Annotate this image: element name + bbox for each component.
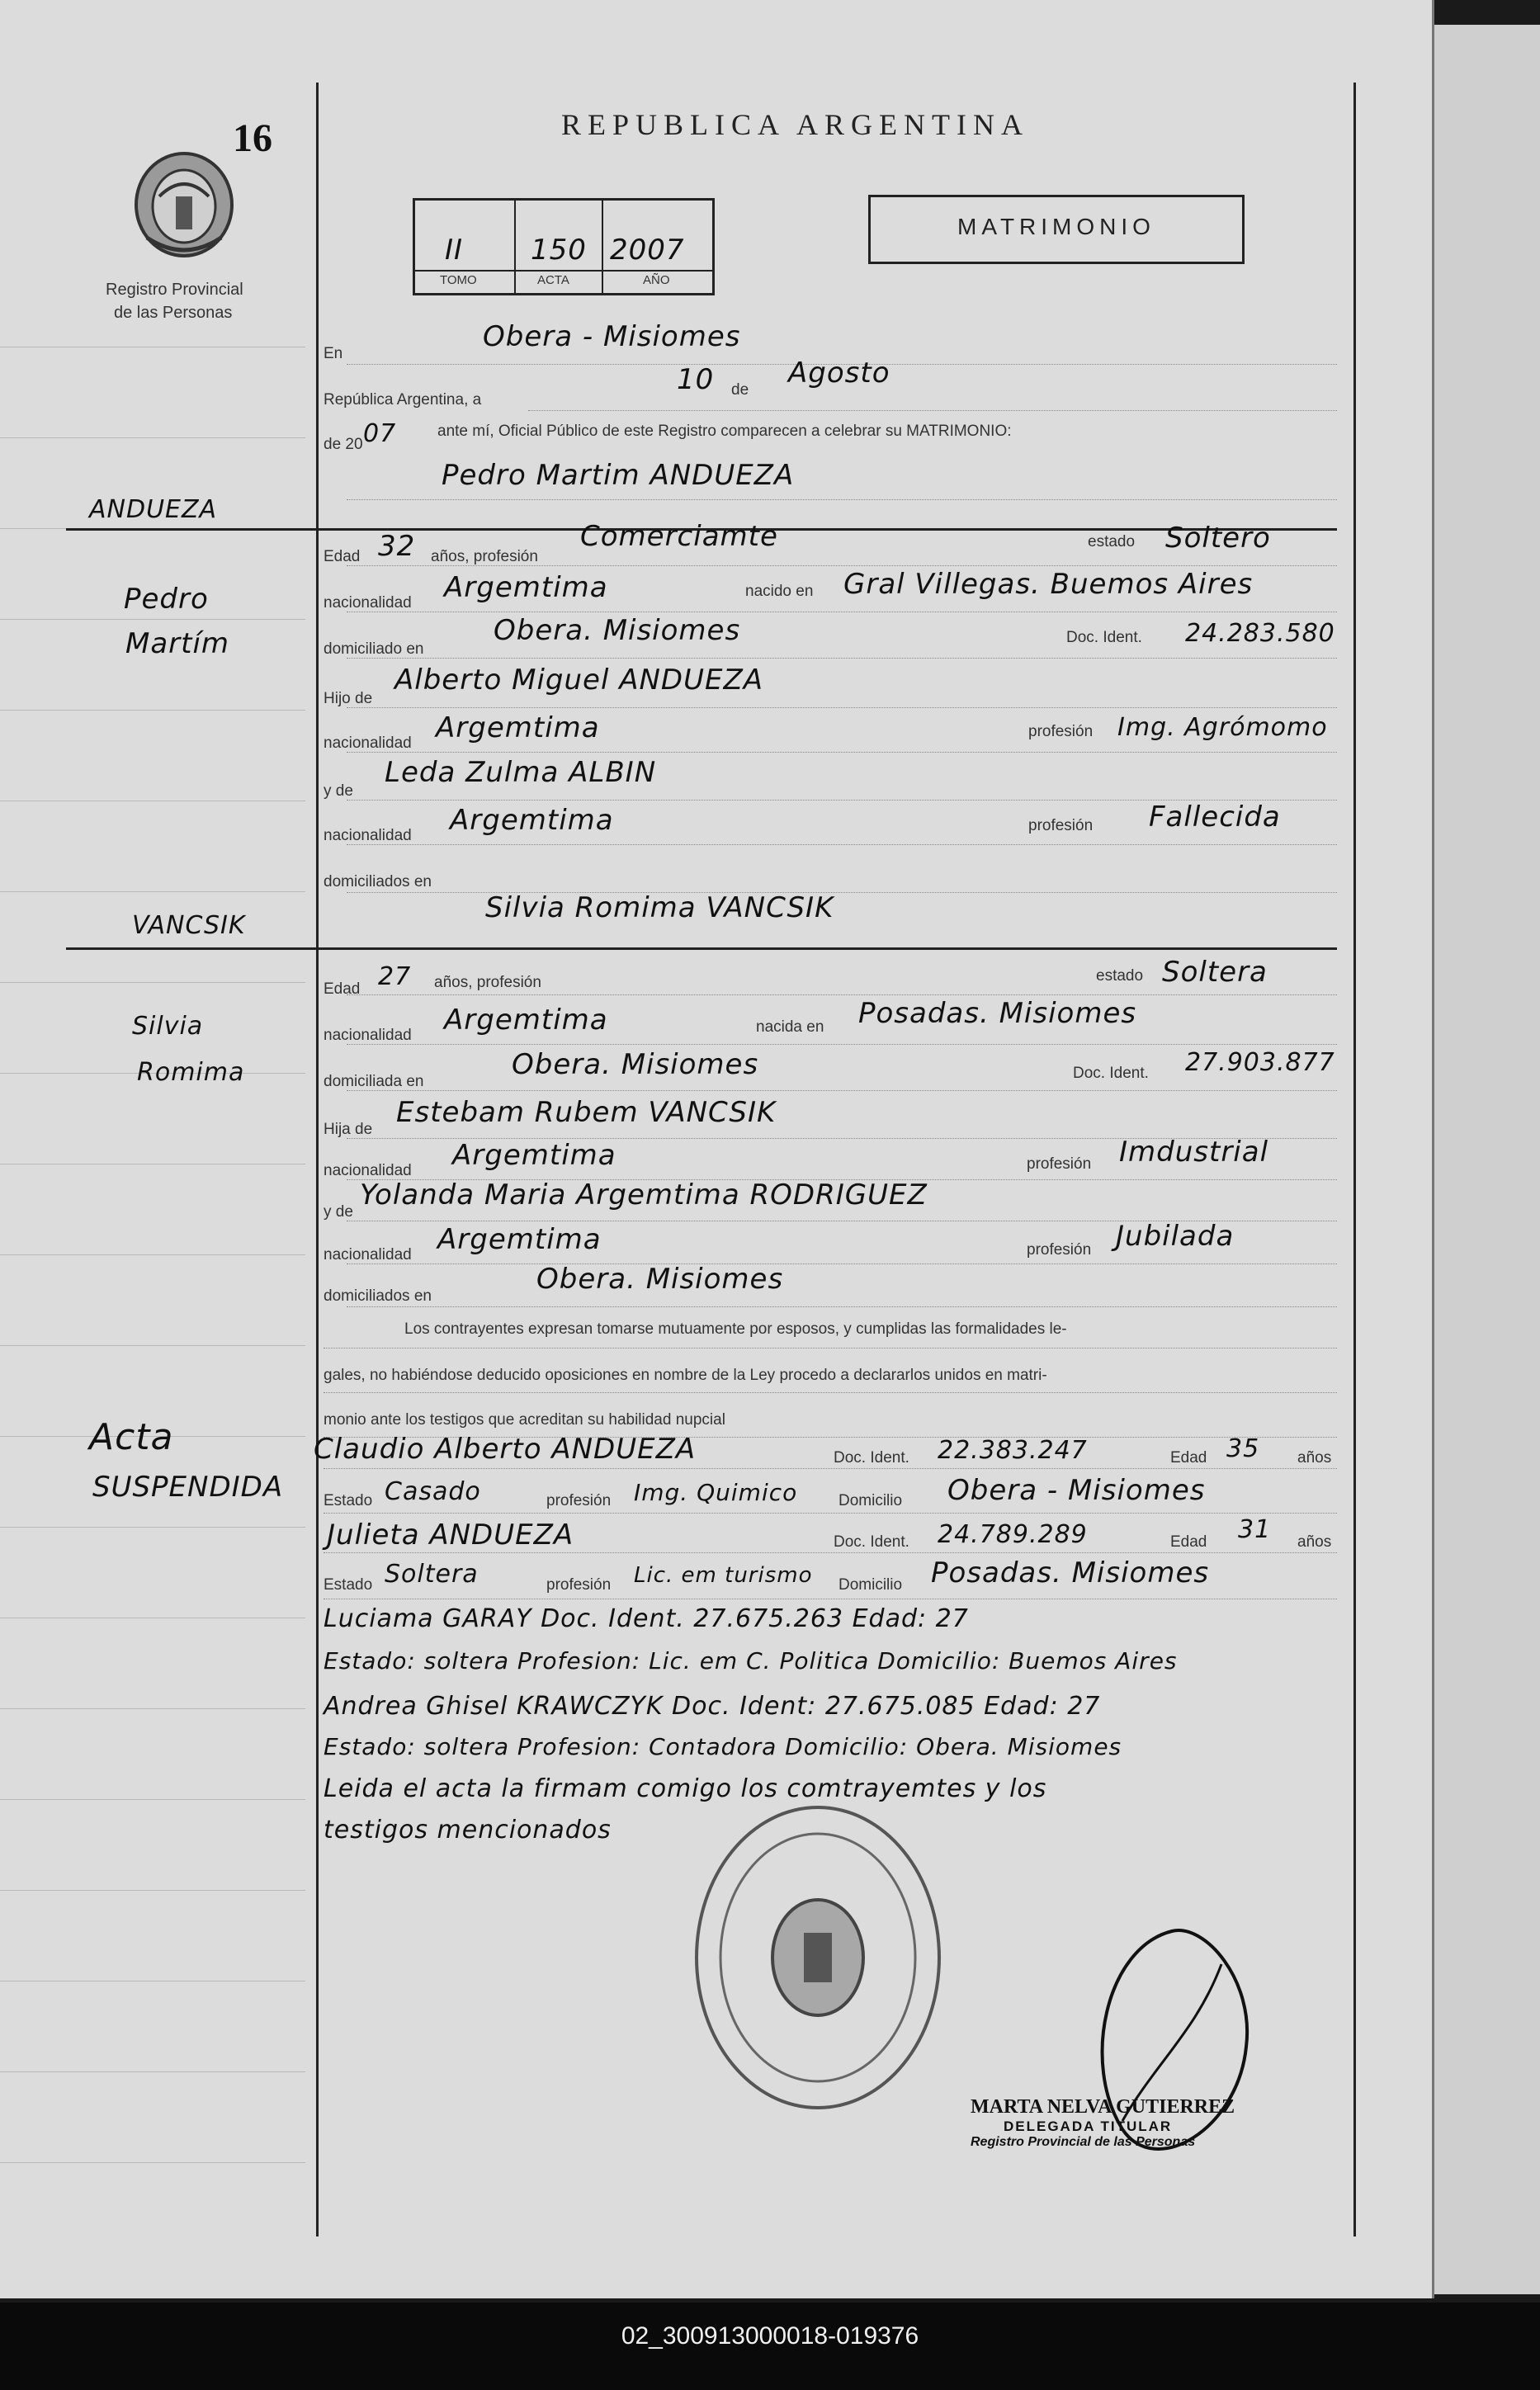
bride-mother-prof: Jubilada	[1116, 1220, 1235, 1253]
rule	[347, 611, 1337, 612]
record-type-box	[868, 195, 1245, 264]
bride-estado: Soltera	[1162, 956, 1268, 989]
groom-anos-profesion-label: años, profesión	[431, 548, 538, 565]
groom-y-de-label: y de	[324, 782, 353, 800]
margin-bride-given1: Silvia	[132, 1012, 204, 1041]
margin-bride-given2: Romima	[137, 1058, 245, 1087]
signatory-role: DELEGADA TITULAR	[1004, 2118, 1173, 2134]
witness2-edad-label: Edad	[1170, 1533, 1207, 1551]
groom-hijo-label: Hijo de	[324, 690, 373, 707]
witness1-estado-label: Estado	[324, 1492, 373, 1509]
de-label: de	[731, 381, 749, 399]
witness4-line: Andrea Ghisel KRAWCZYK Doc. Ident: 27.675.085 Edad: 27	[324, 1692, 1101, 1721]
witness2-doc: 24.789.289	[938, 1520, 1088, 1549]
groom-doc-label: Doc. Ident.	[1066, 629, 1142, 646]
groom-father-prof-label: profesión	[1028, 723, 1094, 740]
witness1-edad: 35	[1226, 1434, 1260, 1463]
groom-estado: Soltero	[1165, 522, 1271, 555]
registry-name-line2: de las Personas	[114, 304, 233, 322]
record-type-label: MATRIMONIO	[957, 214, 1155, 239]
rule	[66, 947, 1337, 950]
groom-nacido-en: Gral Villegas. Buemos Aires	[843, 568, 1254, 601]
witness1-edad-label: Edad	[1170, 1449, 1207, 1467]
bride-domiciliados-label: domiciliados en	[324, 1287, 432, 1305]
tomo-label: TOMO	[440, 273, 477, 287]
groom-mother-prof: Fallecida	[1149, 801, 1281, 834]
groom-father-nac-label: nacionalidad	[324, 734, 412, 752]
rule	[347, 994, 1337, 995]
acta-label: ACTA	[537, 273, 569, 287]
bride-mother-nac: Argemtima	[437, 1223, 602, 1256]
groom-full-name: Pedro Martim ANDUEZA	[442, 459, 795, 492]
provincial-crest-icon	[130, 147, 238, 262]
bride-mother-prof-label: profesión	[1027, 1241, 1092, 1259]
rule	[347, 1306, 1337, 1307]
bride-edad: 27	[378, 962, 412, 991]
bride-domiciliada-label: domiciliada en	[324, 1073, 424, 1090]
groom-father: Alberto Miguel ANDUEZA	[394, 664, 763, 697]
groom-mother-nac: Argemtima	[450, 804, 614, 837]
signature-block	[971, 2096, 1268, 2150]
rule	[528, 409, 1337, 411]
bride-domicilio-padres: Obera. Misiomes	[536, 1263, 784, 1296]
groom-domiciliado-label: domiciliado en	[324, 640, 424, 658]
groom-domiciliados-label: domiciliados en	[324, 873, 432, 890]
bride-father-prof-label: profesión	[1027, 1155, 1092, 1173]
margin-groom-surname: ANDUEZA	[89, 495, 218, 524]
en-label: En	[324, 345, 343, 362]
rule	[347, 1043, 1337, 1045]
bride-doc-label: Doc. Ident.	[1073, 1065, 1149, 1082]
witness1-doc: 22.383.247	[938, 1436, 1088, 1465]
groom-mother: Leda Zulma ALBIN	[385, 756, 657, 789]
margin-groom-given1: Pedro	[124, 583, 209, 616]
bride-nacionalidad-label: nacionalidad	[324, 1027, 412, 1044]
rule	[324, 1391, 1337, 1393]
rule	[347, 843, 1337, 845]
intro-text: ante mí, Oficial Público de este Registro comparecen a celebrar su MATRIMONIO:	[437, 423, 1012, 440]
tomo-value: II	[445, 234, 464, 267]
bride-nacida-label: nacida en	[756, 1018, 824, 1036]
groom-profesion: Comerciamte	[580, 520, 778, 553]
groom-domicilio: Obera. Misiomes	[494, 614, 741, 647]
closing-line1: Leida el acta la firmam comigo los comtrayemtes y los	[324, 1774, 1047, 1803]
bride-father-prof: Imdustrial	[1119, 1136, 1269, 1169]
margin-note-acta: Acta	[89, 1416, 174, 1458]
rule	[324, 1347, 1337, 1349]
bride-mother-nac-label: nacionalidad	[324, 1246, 412, 1263]
signatory-name: MARTA NELVA GUTIERREZ	[971, 2096, 1235, 2118]
groom-doc: 24.283.580	[1185, 619, 1335, 648]
bride-doc: 27.903.877	[1185, 1048, 1335, 1077]
witness2-prof: Lic. em turismo	[634, 1563, 813, 1588]
bride-edad-label: Edad	[324, 980, 361, 998]
bride-father-nac: Argemtima	[452, 1139, 616, 1172]
witness2-estado: Soltera	[385, 1560, 479, 1589]
declaration-line1: Los contrayentes expresan tomarse mutuamente por esposos, y cumplidas las formalidades le-	[404, 1320, 1067, 1338]
groom-edad: 32	[378, 530, 416, 563]
bride-domicilio: Obera. Misiomes	[512, 1048, 759, 1081]
witness2-doc-label: Doc. Ident.	[834, 1533, 909, 1551]
groom-father-nac: Argemtima	[436, 711, 600, 744]
bride-full-name: Silvia Romima VANCSIK	[485, 891, 834, 924]
tomo-acta-ano-box	[413, 198, 715, 295]
declaration-line2: gales, no habiéndose deducido oposiciones en nombre de la Ley procedo a declararlos unidos en matri-	[324, 1367, 1047, 1384]
bride-father: Estebam Rubem VANCSIK	[396, 1096, 777, 1129]
bride-hija-label: Hija de	[324, 1121, 373, 1138]
declaration-line3: monio ante los testigos que acreditan su habilidad nupcial	[324, 1411, 725, 1429]
bride-estado-label: estado	[1096, 967, 1144, 985]
groom-edad-label: Edad	[324, 548, 361, 565]
seal-emblem-icon	[698, 1809, 938, 2106]
witness2-dom: Posadas. Misiomes	[931, 1556, 1210, 1589]
rule	[347, 706, 1337, 708]
ano-label: AÑO	[643, 273, 670, 287]
registry-name-line1: Registro Provincial	[106, 281, 243, 299]
official-seal	[695, 1806, 941, 2109]
witness1-name: Claudio Alberto ANDUEZA	[314, 1433, 697, 1466]
day-value: 10	[677, 363, 715, 396]
rule	[347, 498, 1337, 500]
witness1-dom-label: Domicilio	[838, 1492, 903, 1509]
rule	[324, 1598, 1337, 1599]
signatory-office: Registro Provincial de las Personas	[971, 2135, 1196, 2149]
witness1-anos: años	[1297, 1449, 1332, 1467]
witness2-estado-label: Estado	[324, 1576, 373, 1594]
bride-y-de-label: y de	[324, 1203, 353, 1221]
image-code-footer	[0, 2303, 1540, 2390]
bride-father-nac-label: nacionalidad	[324, 1162, 412, 1179]
bride-nacionalidad: Argemtima	[444, 1004, 608, 1037]
groom-mother-prof-label: profesión	[1028, 817, 1094, 834]
rule	[347, 657, 1337, 659]
witness3-line: Luciama GARAY Doc. Ident. 27.675.263 Edad: 27	[324, 1604, 969, 1633]
left-margin-rule	[316, 83, 319, 2236]
republica-label: República Argentina, a	[324, 391, 482, 409]
ano-value: 2007	[610, 234, 685, 267]
witness1-dom: Obera - Misiomes	[947, 1474, 1206, 1507]
groom-estado-label: estado	[1088, 533, 1136, 550]
country-title: REPUBLICA ARGENTINA	[561, 108, 1030, 141]
witness2-prof-label: profesión	[546, 1576, 612, 1594]
bride-mother: Yolanda Maria Argemtima RODRIGUEZ	[360, 1178, 928, 1212]
adjacent-page-edge	[1434, 25, 1540, 2294]
image-code: 02_300913000018-019376	[621, 2322, 919, 2350]
witness2-edad: 31	[1238, 1515, 1272, 1544]
margin-bride-surname: VANCSIK	[132, 911, 246, 940]
margin-note-suspendida: SUSPENDIDA	[92, 1471, 284, 1504]
witness2-dom-label: Domicilio	[838, 1576, 903, 1594]
witness2-name: Julieta ANDUEZA	[327, 1519, 574, 1552]
margin-groom-given2: Martím	[125, 627, 230, 660]
rule	[347, 564, 1337, 566]
groom-father-prof: Img. Agrómomo	[1117, 713, 1328, 742]
closing-line2: testigos mencionados	[324, 1816, 612, 1844]
witness2-anos: años	[1297, 1533, 1332, 1551]
year-suffix: 07	[363, 419, 397, 448]
witness1-prof-label: profesión	[546, 1492, 612, 1509]
place-value: Obera - Misiomes	[483, 320, 741, 353]
groom-mother-nac-label: nacionalidad	[324, 827, 412, 844]
right-margin-rule	[1353, 83, 1356, 2236]
rule	[324, 1512, 1337, 1514]
groom-nacionalidad: Argemtima	[444, 571, 608, 604]
groom-nacido-label: nacido en	[745, 583, 814, 600]
bride-nacida-en: Posadas. Misiomes	[858, 997, 1137, 1030]
witness3-line2: Estado: soltera Profesion: Lic. em C. Politica Domicilio: Buemos Aires	[324, 1647, 1178, 1674]
rule	[347, 1263, 1337, 1264]
rule	[324, 1552, 1337, 1553]
margin-ruling	[0, 0, 305, 2228]
witness1-estado: Casado	[385, 1477, 481, 1506]
groom-nacionalidad-label: nacionalidad	[324, 594, 412, 612]
rule	[347, 1089, 1337, 1091]
rule	[324, 1467, 1337, 1469]
rule	[347, 751, 1337, 753]
witness1-prof: Img. Quimico	[634, 1479, 798, 1506]
witness4-line2: Estado: soltera Profesion: Contadora Domicilio: Obera. Misiomes	[324, 1733, 1122, 1760]
bride-anos-profesion-label: años, profesión	[434, 974, 541, 991]
year-prefix: de 20	[324, 436, 363, 453]
page-number: 16	[233, 116, 272, 160]
month-value: Agosto	[788, 357, 890, 390]
witness1-doc-label: Doc. Ident.	[834, 1449, 909, 1467]
acta-value: 150	[531, 234, 587, 267]
